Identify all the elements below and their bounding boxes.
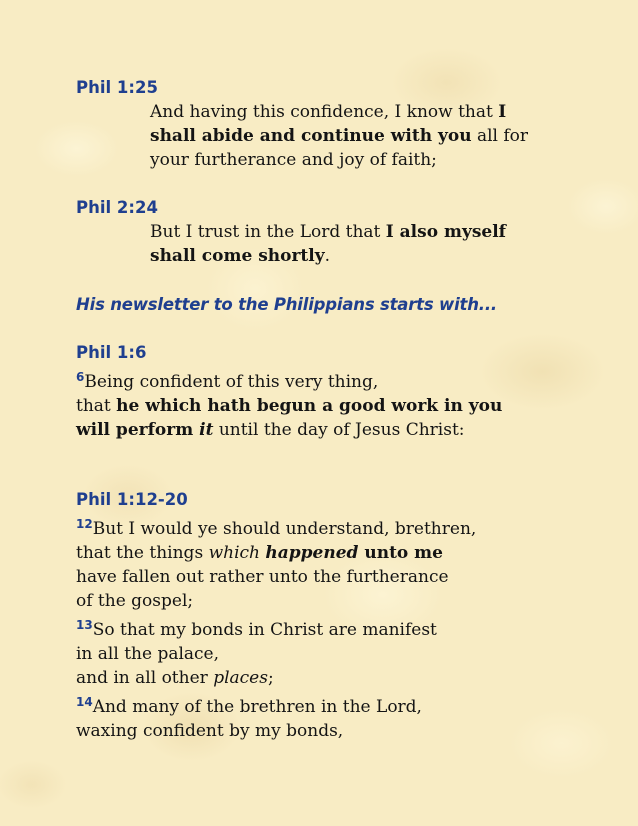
passage-reference: Phil 2:24: [76, 198, 158, 217]
verse-line: [150, 124, 596, 148]
emphasis-text: it: [199, 420, 214, 440]
verse-line: [76, 666, 596, 690]
verse-line: [76, 418, 596, 442]
emphasis-text: I: [498, 102, 507, 122]
text-run: But I trust in the Lord that: [150, 222, 386, 242]
text-run: all for: [471, 126, 529, 146]
emphasis-text: happened: [265, 543, 359, 563]
text-run: until the day of Jesus Christ:: [213, 420, 465, 440]
verse-line: [76, 690, 596, 719]
text-run: So that my bonds in Christ are manifest: [92, 620, 437, 640]
emphasis-text: shall come shortly: [150, 246, 325, 266]
verse-line: waxing confident by my bonds,: [76, 721, 344, 741]
text-run: But I would ye should understand, brethren,: [92, 519, 477, 539]
verse-line: have fallen out rather unto the furtherance: [76, 567, 449, 587]
verse-line: [150, 100, 596, 124]
verse-line: in all the palace,: [76, 644, 220, 664]
passage-body: [76, 100, 596, 172]
verse-line: [76, 512, 596, 541]
passage-body: [76, 220, 596, 268]
passage-phil-1-25: [76, 76, 596, 172]
text-run: that: [76, 396, 117, 416]
emphasis-text: shall abide and continue with you: [150, 126, 472, 146]
verse-line: of the gospel;: [76, 591, 194, 611]
text-run: And many of the brethren in the Lord,: [92, 697, 422, 717]
emphasis-text: will perform: [76, 420, 200, 440]
verse-number: 13: [76, 618, 93, 632]
italic-text: places: [213, 668, 268, 688]
verse-number: 12: [76, 517, 93, 531]
passage-phil-2-24: [76, 196, 596, 268]
verse-line: [150, 244, 596, 268]
verse-number: 6: [76, 370, 85, 384]
italic-text: which: [208, 543, 260, 563]
emphasis-text: he which hath begun a good work in you: [116, 396, 503, 416]
passage-reference: Phil 1:25: [76, 78, 158, 97]
text-run: and in all other: [76, 668, 214, 688]
text-run: ;: [267, 668, 274, 688]
text-run: .: [324, 246, 331, 266]
verse-line: [76, 541, 596, 565]
passage-reference: Phil 1:12-20: [76, 490, 188, 509]
passage-phil-1-6: [76, 341, 596, 442]
verse-line: [150, 220, 596, 244]
text-run: And having this confidence, I know that: [150, 102, 499, 122]
verse-line: your furtherance and joy of faith;: [150, 150, 437, 170]
passage-phil-1-12-20: [76, 488, 596, 743]
emphasis-text: I also myself: [385, 222, 506, 242]
emphasis-text: unto me: [358, 543, 443, 563]
verse-line: [76, 365, 596, 394]
text-run: Being confident of this very thing,: [84, 372, 379, 392]
verse-number: 14: [76, 695, 93, 709]
passage-reference: Phil 1:6: [76, 343, 147, 362]
text-run: that the things: [76, 543, 209, 563]
document-page: [76, 76, 596, 743]
verse-line: [76, 613, 596, 642]
section-heading: His newsletter to the Philippians starts with...: [76, 295, 497, 314]
verse-line: [76, 394, 596, 418]
